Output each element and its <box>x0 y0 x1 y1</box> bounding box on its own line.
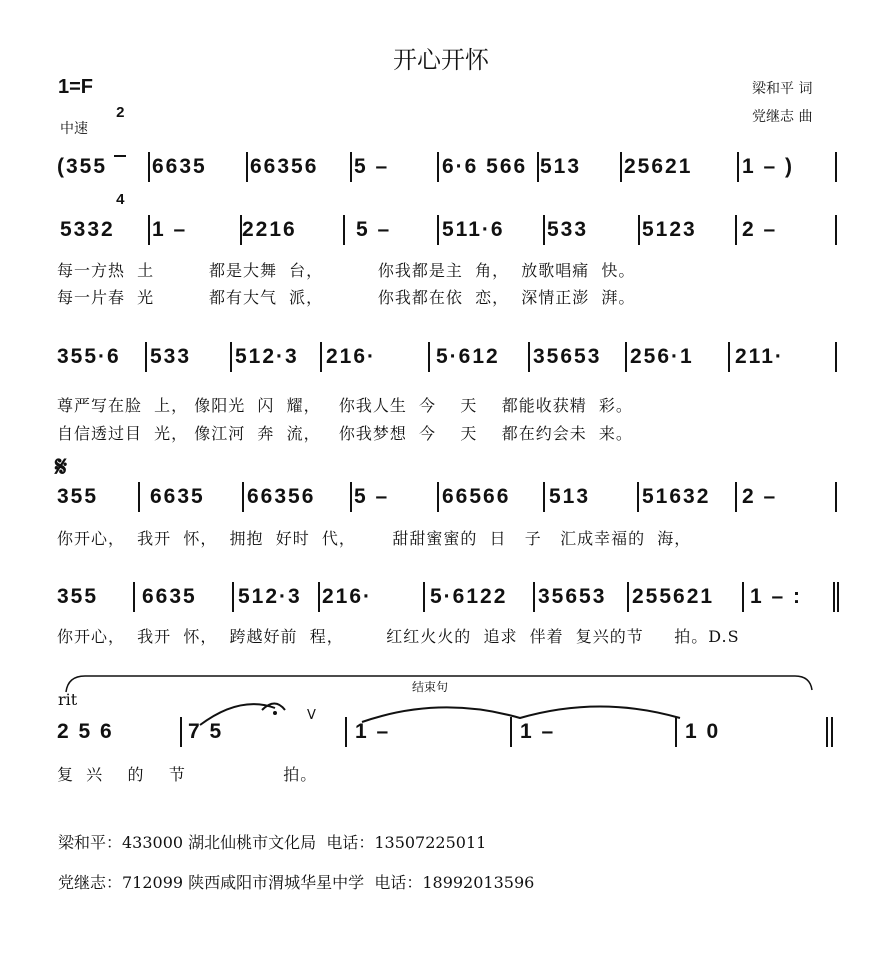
barline <box>437 482 439 512</box>
measure: 5 – <box>354 155 390 178</box>
ending-label: 结束句 <box>412 680 449 694</box>
measure: 216· <box>326 345 377 368</box>
measure: 25621 <box>624 155 693 178</box>
lyric-line: 每一片春 光 都有大气 派， 你我都在依 恋， 深情正澎 湃。 <box>57 288 636 307</box>
barline <box>232 582 234 612</box>
barline <box>230 342 232 372</box>
barline <box>638 215 640 245</box>
measure: 66356 <box>250 155 319 178</box>
barline <box>133 582 135 612</box>
measure: 35653 <box>533 345 602 368</box>
measure: 1 – : <box>750 585 803 608</box>
barline <box>350 482 352 512</box>
lyric-line: 你开心， 我开 怀， 拥抱 好时 代， 甜甜蜜蜜的 日 子 汇成幸福的 海， <box>57 529 692 548</box>
barline <box>728 342 730 372</box>
measure: 2 5 6 <box>57 720 114 743</box>
barline <box>138 482 140 512</box>
tempo-marking: 中速 <box>60 121 88 137</box>
measure: 6635 <box>152 155 207 178</box>
measure: 512·3 <box>238 585 302 608</box>
measure: 6·6 566 <box>442 155 528 178</box>
measure: 1 – <box>152 218 188 241</box>
barline <box>510 717 512 747</box>
barline <box>835 215 837 245</box>
barline <box>742 582 744 612</box>
measure: 66356 <box>247 485 316 508</box>
barline <box>735 215 737 245</box>
measure: 211· <box>735 345 784 368</box>
barline <box>826 717 828 747</box>
barline <box>637 482 639 512</box>
measure: 2 – <box>742 485 778 508</box>
time-bottom: 4 <box>116 191 125 208</box>
measure: 2 – <box>742 218 778 241</box>
measure: 513 <box>549 485 591 508</box>
footer-lyricist-contact: 梁和平：433000 湖北仙桃市文化局 电话：13507225011 <box>58 833 487 852</box>
measure: 512·3 <box>235 345 299 368</box>
barline <box>318 582 320 612</box>
time-top: 2 <box>116 104 125 121</box>
measure: 35653 <box>538 585 607 608</box>
footer-composer-contact: 党继志：712099 陕西咸阳市渭城华星中学 电话：18992013596 <box>58 873 535 892</box>
measure: 355 <box>57 585 99 608</box>
barline <box>148 152 150 182</box>
barline <box>345 717 347 747</box>
measure: (355 <box>57 155 108 178</box>
barline <box>240 215 242 245</box>
barline <box>423 582 425 612</box>
measure: 256·1 <box>630 345 694 368</box>
measure: 6635 <box>150 485 205 508</box>
barline <box>246 152 248 182</box>
barline <box>627 582 629 612</box>
measure: 6635 <box>142 585 197 608</box>
barline <box>343 215 345 245</box>
key-signature: 1=F <box>58 76 94 98</box>
barline <box>833 582 835 612</box>
song-title: 开心开怀 <box>393 46 489 74</box>
measure: 216· <box>322 585 373 608</box>
measure: 511·6 <box>442 218 505 241</box>
measure: 5332 <box>60 218 115 241</box>
measure: 355·6 <box>57 345 121 368</box>
barline <box>428 342 430 372</box>
barline <box>528 342 530 372</box>
barline <box>837 582 839 612</box>
measure: 5 – <box>354 485 390 508</box>
breath-mark: V <box>307 708 316 723</box>
measure: 513 <box>540 155 582 178</box>
measure: 51632 <box>642 485 711 508</box>
barline <box>543 215 545 245</box>
barline <box>620 152 622 182</box>
barline <box>735 482 737 512</box>
measure: 5123 <box>642 218 697 241</box>
barline <box>543 482 545 512</box>
measure: 5·6122 <box>430 585 508 608</box>
barline <box>835 482 837 512</box>
measure: 1 0 <box>685 720 721 743</box>
barline <box>675 717 677 747</box>
lyric-line: 复 兴 的 节 拍。 <box>57 765 318 784</box>
barline <box>437 152 439 182</box>
barline <box>537 152 539 182</box>
barline <box>180 717 182 747</box>
measure: 1 – ) <box>742 155 795 178</box>
measure: 5 – <box>356 218 392 241</box>
segno-sign: 𝄋 <box>55 450 68 483</box>
lyric-line: 尊严写在脸 上， 像阳光 闪 耀， 你我人生 今 天 都能收获精 彩。 <box>57 396 633 415</box>
barline <box>835 152 837 182</box>
measure: 255621 <box>632 585 715 608</box>
barline <box>831 717 833 747</box>
measure: 355 <box>57 485 99 508</box>
measure: 1 – <box>355 720 391 743</box>
lyricist-credit: 梁和平 词 <box>752 81 813 97</box>
measure: 533 <box>150 345 192 368</box>
lyric-line: 自信透过目 光， 像江河 奔 流， 你我梦想 今 天 都在约会未 来。 <box>57 424 633 443</box>
barline <box>533 582 535 612</box>
barline <box>242 482 244 512</box>
barline <box>148 215 150 245</box>
measure: 1 – <box>520 720 556 743</box>
lyric-line: 每一方热 土 都是大舞 台， 你我都是主 角， 放歌唱痛 快。 <box>57 261 636 280</box>
barline <box>737 152 739 182</box>
barline <box>145 342 147 372</box>
composer-credit: 党继志 曲 <box>752 109 813 125</box>
measure: 533 <box>547 218 589 241</box>
barline <box>350 152 352 182</box>
measure: 7 5 <box>188 720 224 743</box>
lyric-line: 你开心， 我开 怀， 跨越好前 程， 红红火火的 追求 伴着 复兴的节 拍。D.S <box>57 627 740 646</box>
measure: 2216 <box>242 218 297 241</box>
barline <box>320 342 322 372</box>
measure: 66566 <box>442 485 511 508</box>
measure: 5·612 <box>436 345 500 368</box>
rit-marking: rit <box>58 690 78 709</box>
barline <box>437 215 439 245</box>
barline <box>835 342 837 372</box>
barline <box>625 342 627 372</box>
